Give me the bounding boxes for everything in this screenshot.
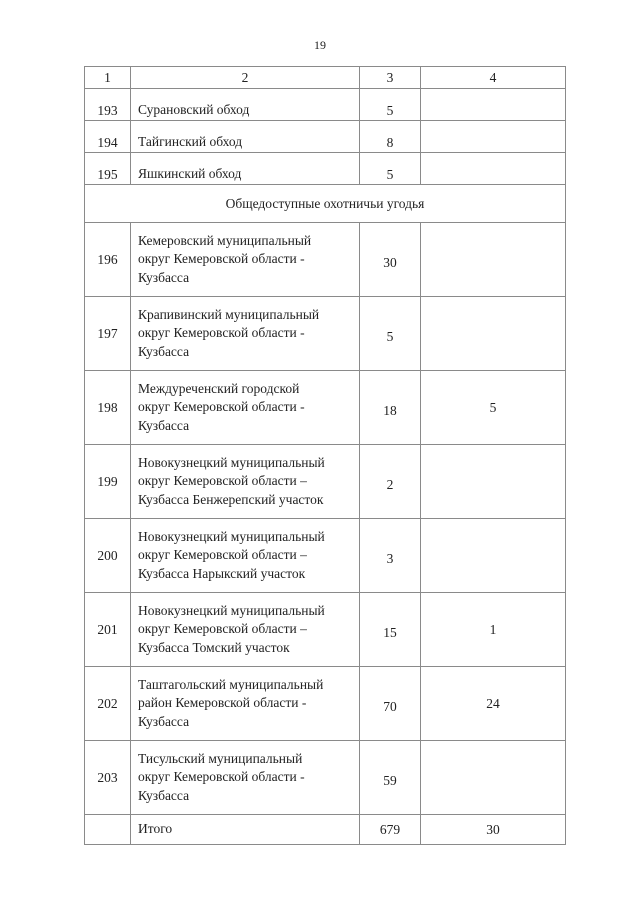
section-row (85, 185, 566, 223)
row-col-3: 5 (360, 297, 421, 371)
row-name-line: округ Кемеровской области – (138, 547, 307, 563)
row-number: 197 (85, 297, 131, 371)
row-name: Сурановский обход (131, 89, 360, 121)
row-name-line: Кузбасса Нарыкский участок (138, 565, 306, 581)
row-name-line: Таштагольский муниципальный (138, 676, 324, 692)
table-row (85, 89, 566, 121)
row-number: 200 (85, 519, 131, 593)
row-name (131, 593, 360, 667)
row-name: Яшкинский обход (131, 153, 360, 185)
row-number: 203 (85, 741, 131, 815)
page-number: 19 (314, 38, 326, 52)
table-row (85, 741, 566, 815)
row-col-4 (421, 519, 566, 593)
row-name-line: Кузбасса (138, 787, 190, 803)
section-title: Общедоступные охотничьи угодья (85, 185, 566, 223)
row-col-4 (421, 297, 566, 371)
row-name-line: округ Кемеровской области – (138, 621, 307, 637)
row-name-line: Кузбасса (138, 713, 190, 729)
row-col-3: 8 (360, 121, 421, 153)
row-number: 202 (85, 667, 131, 741)
row-name-line: Кемеровский муниципальный (138, 232, 312, 248)
row-name-line: Новокузнецкий муниципальный (138, 454, 325, 470)
row-number: 198 (85, 371, 131, 445)
row-col-4 (421, 89, 566, 121)
total-row (85, 815, 566, 845)
row-col-4 (421, 121, 566, 153)
row-col-4 (421, 445, 566, 519)
row-col-4 (421, 153, 566, 185)
total-col-4: 30 (421, 815, 566, 845)
header-col-2: 2 (131, 67, 360, 89)
total-label: Итого (131, 815, 360, 845)
row-col-3: 3 (360, 519, 421, 593)
row-col-3: 5 (360, 89, 421, 121)
row-name-line: Кузбасса (138, 343, 190, 359)
row-number: 195 (85, 153, 131, 185)
row-name-line: округ Кемеровской области - (138, 325, 305, 341)
table-row (85, 667, 566, 741)
row-number: 194 (85, 121, 131, 153)
row-name-line: Тисульский муниципальный (138, 750, 303, 766)
row-name-line: округ Кемеровской области - (138, 769, 305, 785)
row-number: 193 (85, 89, 131, 121)
row-col-3: 30 (360, 223, 421, 297)
row-name-line: район Кемеровской области - (138, 695, 307, 711)
row-number: 196 (85, 223, 131, 297)
row-number: 201 (85, 593, 131, 667)
row-col-3: 18 (360, 371, 421, 445)
table-row (85, 519, 566, 593)
row-name-line: Кузбасса (138, 269, 190, 285)
row-name (131, 519, 360, 593)
row-col-4: 24 (421, 667, 566, 741)
header-col-1: 1 (85, 67, 131, 89)
row-name-line: Новокузнецкий муниципальный (138, 602, 325, 618)
row-name (131, 741, 360, 815)
row-col-3: 15 (360, 593, 421, 667)
row-name (131, 445, 360, 519)
row-col-4 (421, 741, 566, 815)
row-col-4: 5 (421, 371, 566, 445)
row-name (131, 667, 360, 741)
table-row (85, 121, 566, 153)
table-row (85, 593, 566, 667)
table-header-row (85, 67, 566, 89)
total-col-3: 679 (360, 815, 421, 845)
row-name (131, 223, 360, 297)
hunting-grounds-table (84, 66, 566, 845)
row-name-line: Новокузнецкий муниципальный (138, 528, 325, 544)
table-row (85, 297, 566, 371)
row-name-line: округ Кемеровской области - (138, 251, 305, 267)
row-col-4: 1 (421, 593, 566, 667)
total-empty-cell (85, 815, 131, 845)
row-name-line: Междуреченский городской (138, 380, 300, 396)
header-col-4: 4 (421, 67, 566, 89)
row-col-3: 59 (360, 741, 421, 815)
row-col-3: 70 (360, 667, 421, 741)
header-col-3: 3 (360, 67, 421, 89)
row-number: 199 (85, 445, 131, 519)
row-col-3: 2 (360, 445, 421, 519)
row-name: Тайгинский обход (131, 121, 360, 153)
table-row (85, 223, 566, 297)
row-name-line: округ Кемеровской области - (138, 399, 305, 415)
row-col-3: 5 (360, 153, 421, 185)
table-row (85, 371, 566, 445)
row-name (131, 297, 360, 371)
row-col-4 (421, 223, 566, 297)
row-name-line: Кузбасса Бенжерепский участок (138, 491, 324, 507)
row-name-line: Крапивинский муниципальный (138, 306, 320, 322)
row-name-line: Кузбасса (138, 417, 190, 433)
row-name-line: Кузбасса Томский участок (138, 639, 290, 655)
row-name (131, 371, 360, 445)
table-row (85, 153, 566, 185)
table-row (85, 445, 566, 519)
row-name-line: округ Кемеровской области – (138, 473, 307, 489)
